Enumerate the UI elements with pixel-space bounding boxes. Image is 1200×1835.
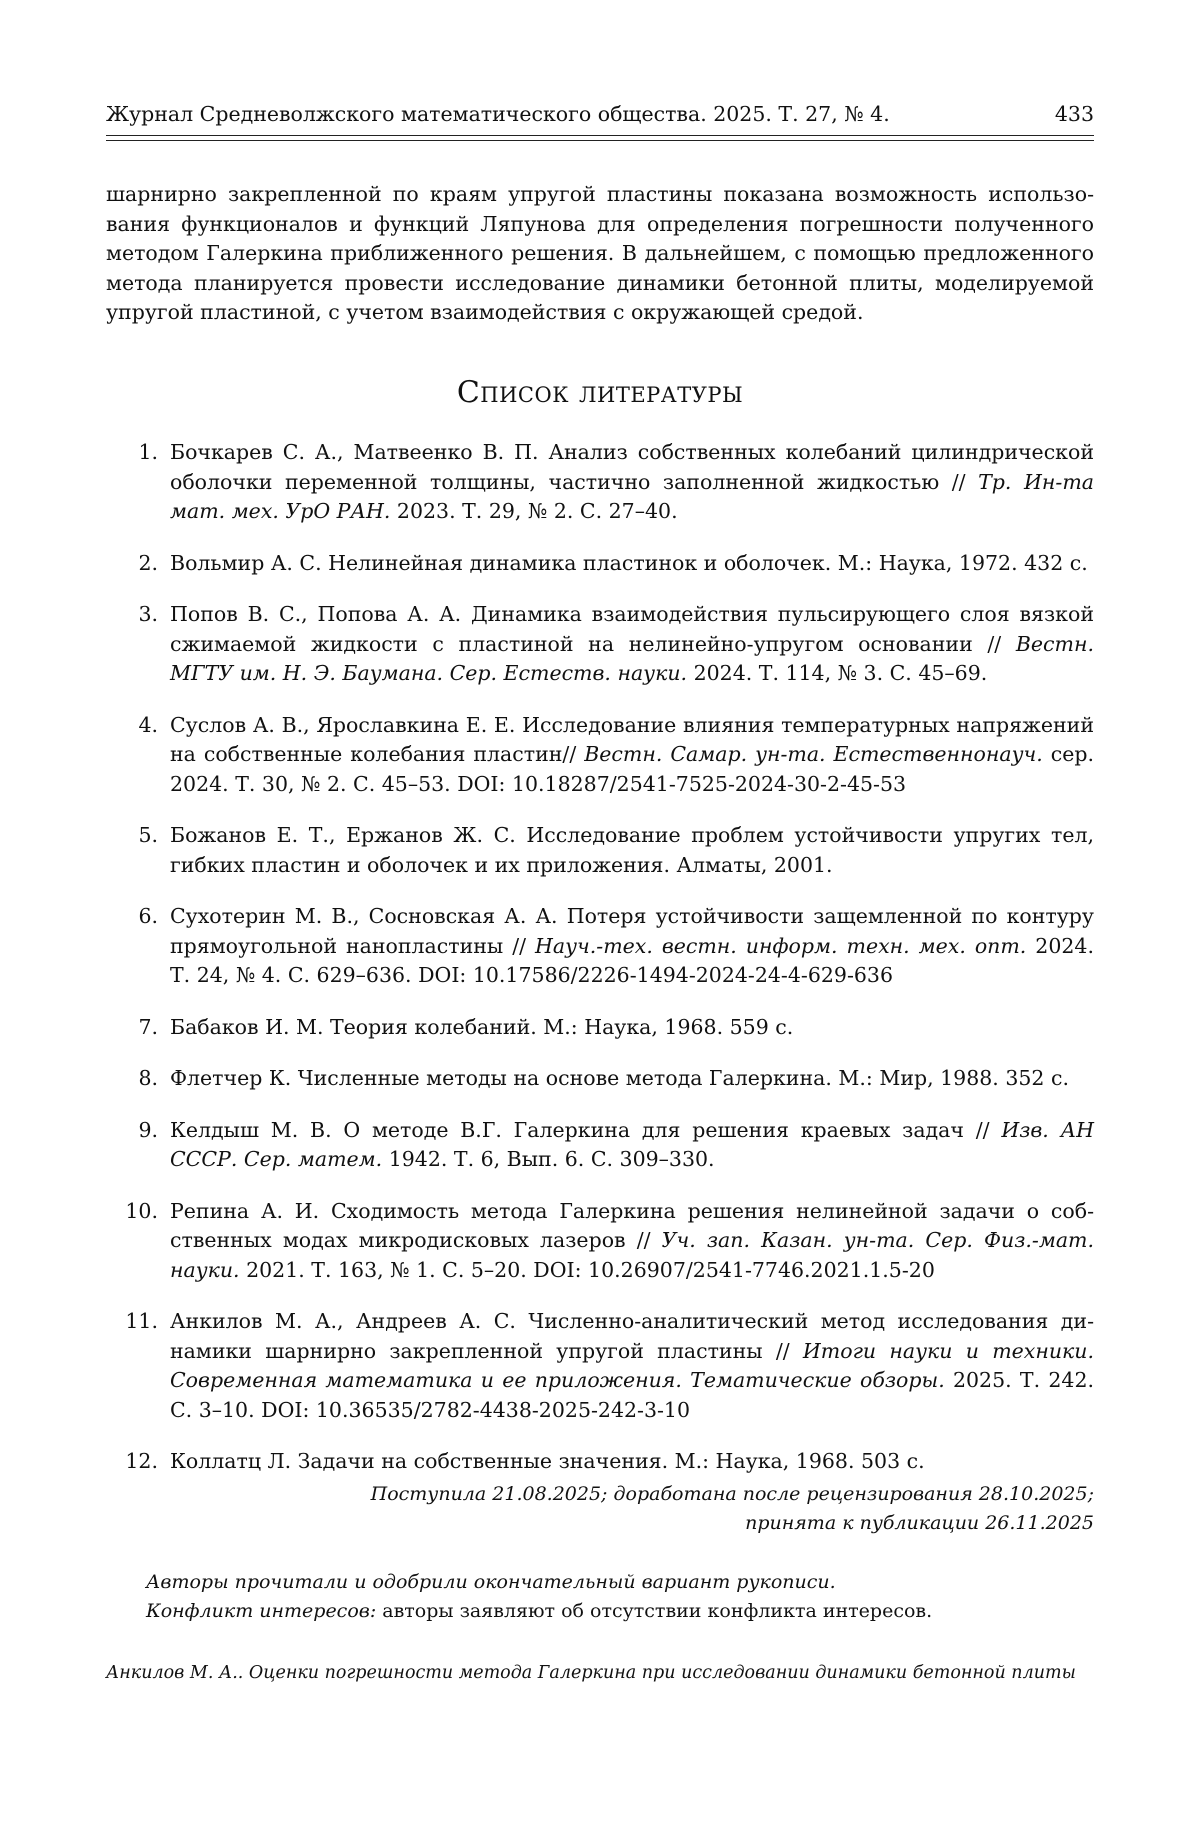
received-dates — [106, 1480, 1094, 1538]
reference-text: Вольмир А. С. Нелинейная динамика пластинок и оболочек. М.: Наука, 1972. 432 с. — [170, 550, 1088, 575]
reference-item — [106, 1447, 1094, 1477]
reference-number: 6. — [138, 904, 158, 928]
reference-item — [106, 1013, 1094, 1043]
reference-number: 5. — [138, 823, 158, 847]
reference-details: 2023. Т. 29, № 2. С. 27–40. — [390, 499, 678, 523]
reference-number: 9. — [138, 1117, 158, 1142]
reference-item — [106, 1064, 1094, 1094]
reference-number: 4. — [138, 712, 158, 737]
reference-text: Бочкарев С. А., Матвеенко В. П. Анализ собственных колебаний цилиндрической оболочки переменной толщины, частично заполненной жидкостью // — [170, 440, 1094, 494]
reference-number: 12. — [125, 1449, 158, 1473]
reference-item — [106, 902, 1094, 991]
reference-text: Коллатц Л. Задачи на собственные значения. М.: Наука, 1968. 503 с. — [170, 1449, 925, 1473]
reference-details: 2025. Т. 242. С. 3–10. DOI: 10.36535/2782-4438-2025-242-3-10 — [170, 1368, 1094, 1422]
received-line-1: Поступила 21.08.2025; доработана после рецензирования 28.10.2025; — [370, 1483, 1094, 1505]
header-rule-top — [106, 135, 1094, 136]
reference-number: 11. — [125, 1309, 158, 1333]
reference-number: 1. — [138, 440, 158, 464]
conflict-label: Конфликт интересов: — [146, 1600, 377, 1622]
page-number: 433 — [1054, 102, 1094, 126]
header-rule-bottom — [106, 140, 1094, 141]
reference-text: Флетчер К. Численные методы на основе метода Галеркина. М.: Мир, 1988. 352 с. — [170, 1066, 1069, 1090]
reference-source: Изв. АН СССР. Сер. матем. — [170, 1117, 1094, 1171]
reference-number: 7. — [138, 1014, 158, 1039]
conflict-note — [146, 1597, 1094, 1626]
reference-number: 2. — [138, 550, 158, 575]
reference-item — [106, 600, 1094, 689]
reference-text: Божанов Е. Т., Ержанов Ж. С. Исследование проблем устойчивости упругих тел, гибких пластин и оболочек и их приложения. Алматы, 2001. — [170, 823, 1094, 877]
reference-item — [106, 1197, 1094, 1286]
reference-details: 2021. Т. 163, № 1. С. 5–20. DOI: 10.26907/2541-7746.2021.1.5-20 — [239, 1257, 935, 1282]
reference-item — [106, 711, 1094, 800]
reference-text: Репина А. И. Сходимость метода Галеркина решения нелинейной задачи о собственных модах микродисковых лазеров // — [170, 1198, 1094, 1252]
reference-number: 10. — [125, 1198, 158, 1223]
conflict-text: авторы заявляют об отсутствии конфликта интересов. — [376, 1600, 933, 1622]
reference-item — [106, 1307, 1094, 1425]
reference-source: Вестн. МГТУ им. Н. Э. Баумана. Сер. Естеств. науки. — [170, 631, 1094, 685]
received-line-2: принята к публикации 26.11.2025 — [745, 1512, 1094, 1534]
reference-details: сер. 2024. Т. 30, № 2. С. 45–53. DOI: 10.18287/2541-7525-2024-30-2-45-53 — [170, 742, 1095, 796]
reference-source: Науч.-тех. вестн. информ. техн. мех. опт. — [535, 933, 1027, 958]
reference-number: 8. — [138, 1066, 158, 1090]
reference-text: Сухотерин М. В., Сосновская А. А. Потеря устойчивости защемленной по контуру прямоугольной нанопластины // — [170, 904, 1094, 958]
reference-details: 1942. Т. 6, Вып. 6. С. 309–330. — [382, 1147, 715, 1171]
reference-text: Бабаков И. М. Теория колебаний. М.: Наука, 1968. 559 с. — [170, 1014, 794, 1039]
notes — [146, 1568, 1094, 1626]
reference-text: Анкилов М. А., Андреев А. С. Численно-аналитический метод исследования динамики шарнирно закрепленной упругой пластины // — [170, 1309, 1094, 1363]
running-footer: Анкилов М. А.. Оценки погрешности метода Галеркина при исследовании динамики бетонной плиты — [106, 1663, 1076, 1683]
reference-item — [106, 549, 1094, 579]
reference-text: Попов В. С., Попова А. А. Динамика взаимодействия пульсирующего слоя вязкой сжимаемой жидкости с пластиной на нелинейно-упругом основании // — [170, 602, 1094, 656]
reference-details: 2024. Т. 24, № 4. С. 629–636. DOI: 10.17586/2226-1494-2024-24-4-629-636 — [170, 933, 1094, 987]
reference-source: Итоги науки и техники. Современная математика и ее приложения. Тематические обзоры. — [170, 1338, 1094, 1392]
reference-source: Вестн. Самар. ун-та. Естественнонауч. — [584, 742, 1043, 766]
section-title: Список литературы — [456, 375, 744, 410]
reference-item — [106, 438, 1094, 527]
intro-paragraph: шарнирно закрепленной по краям упругой пластины показана возможность использования функционалов и функций Ляпунова для определения погрешности полученного методом Галеркина приближенного решения. В дальнейшем, с помощью предложенного метода планируется провести исследование динамики бетонной плиты, моделируемой упругой пластиной, с учетом взаимодействия с окружающей средой. — [106, 182, 1094, 324]
reference-source: Уч. зап. Казан. ун-та. Сер. Физ.-мат. науки. — [170, 1228, 1094, 1282]
reference-text: Суслов А. В., Ярославкина Е. Е. Исследование влияния температурных напряжений на собственные колебания пластин// — [170, 712, 1094, 766]
reference-item — [106, 821, 1094, 880]
reference-source: Тр. Ин-та мат. мех. УрО РАН. — [170, 469, 1094, 523]
reference-list — [106, 438, 1094, 1499]
approval-note: Авторы прочитали и одобрили окончательный вариант рукописи. — [146, 1571, 836, 1593]
reference-item — [106, 1116, 1094, 1175]
journal-title: Журнал Средневолжского математического общества. 2025. Т. 27, № 4. — [106, 102, 890, 126]
reference-number: 3. — [138, 602, 158, 626]
reference-text: Келдыш М. В. О методе В.Г. Галеркина для решения краевых задач // — [170, 1117, 1002, 1142]
reference-details: 2024. Т. 114, № 3. С. 45–69. — [687, 661, 988, 685]
